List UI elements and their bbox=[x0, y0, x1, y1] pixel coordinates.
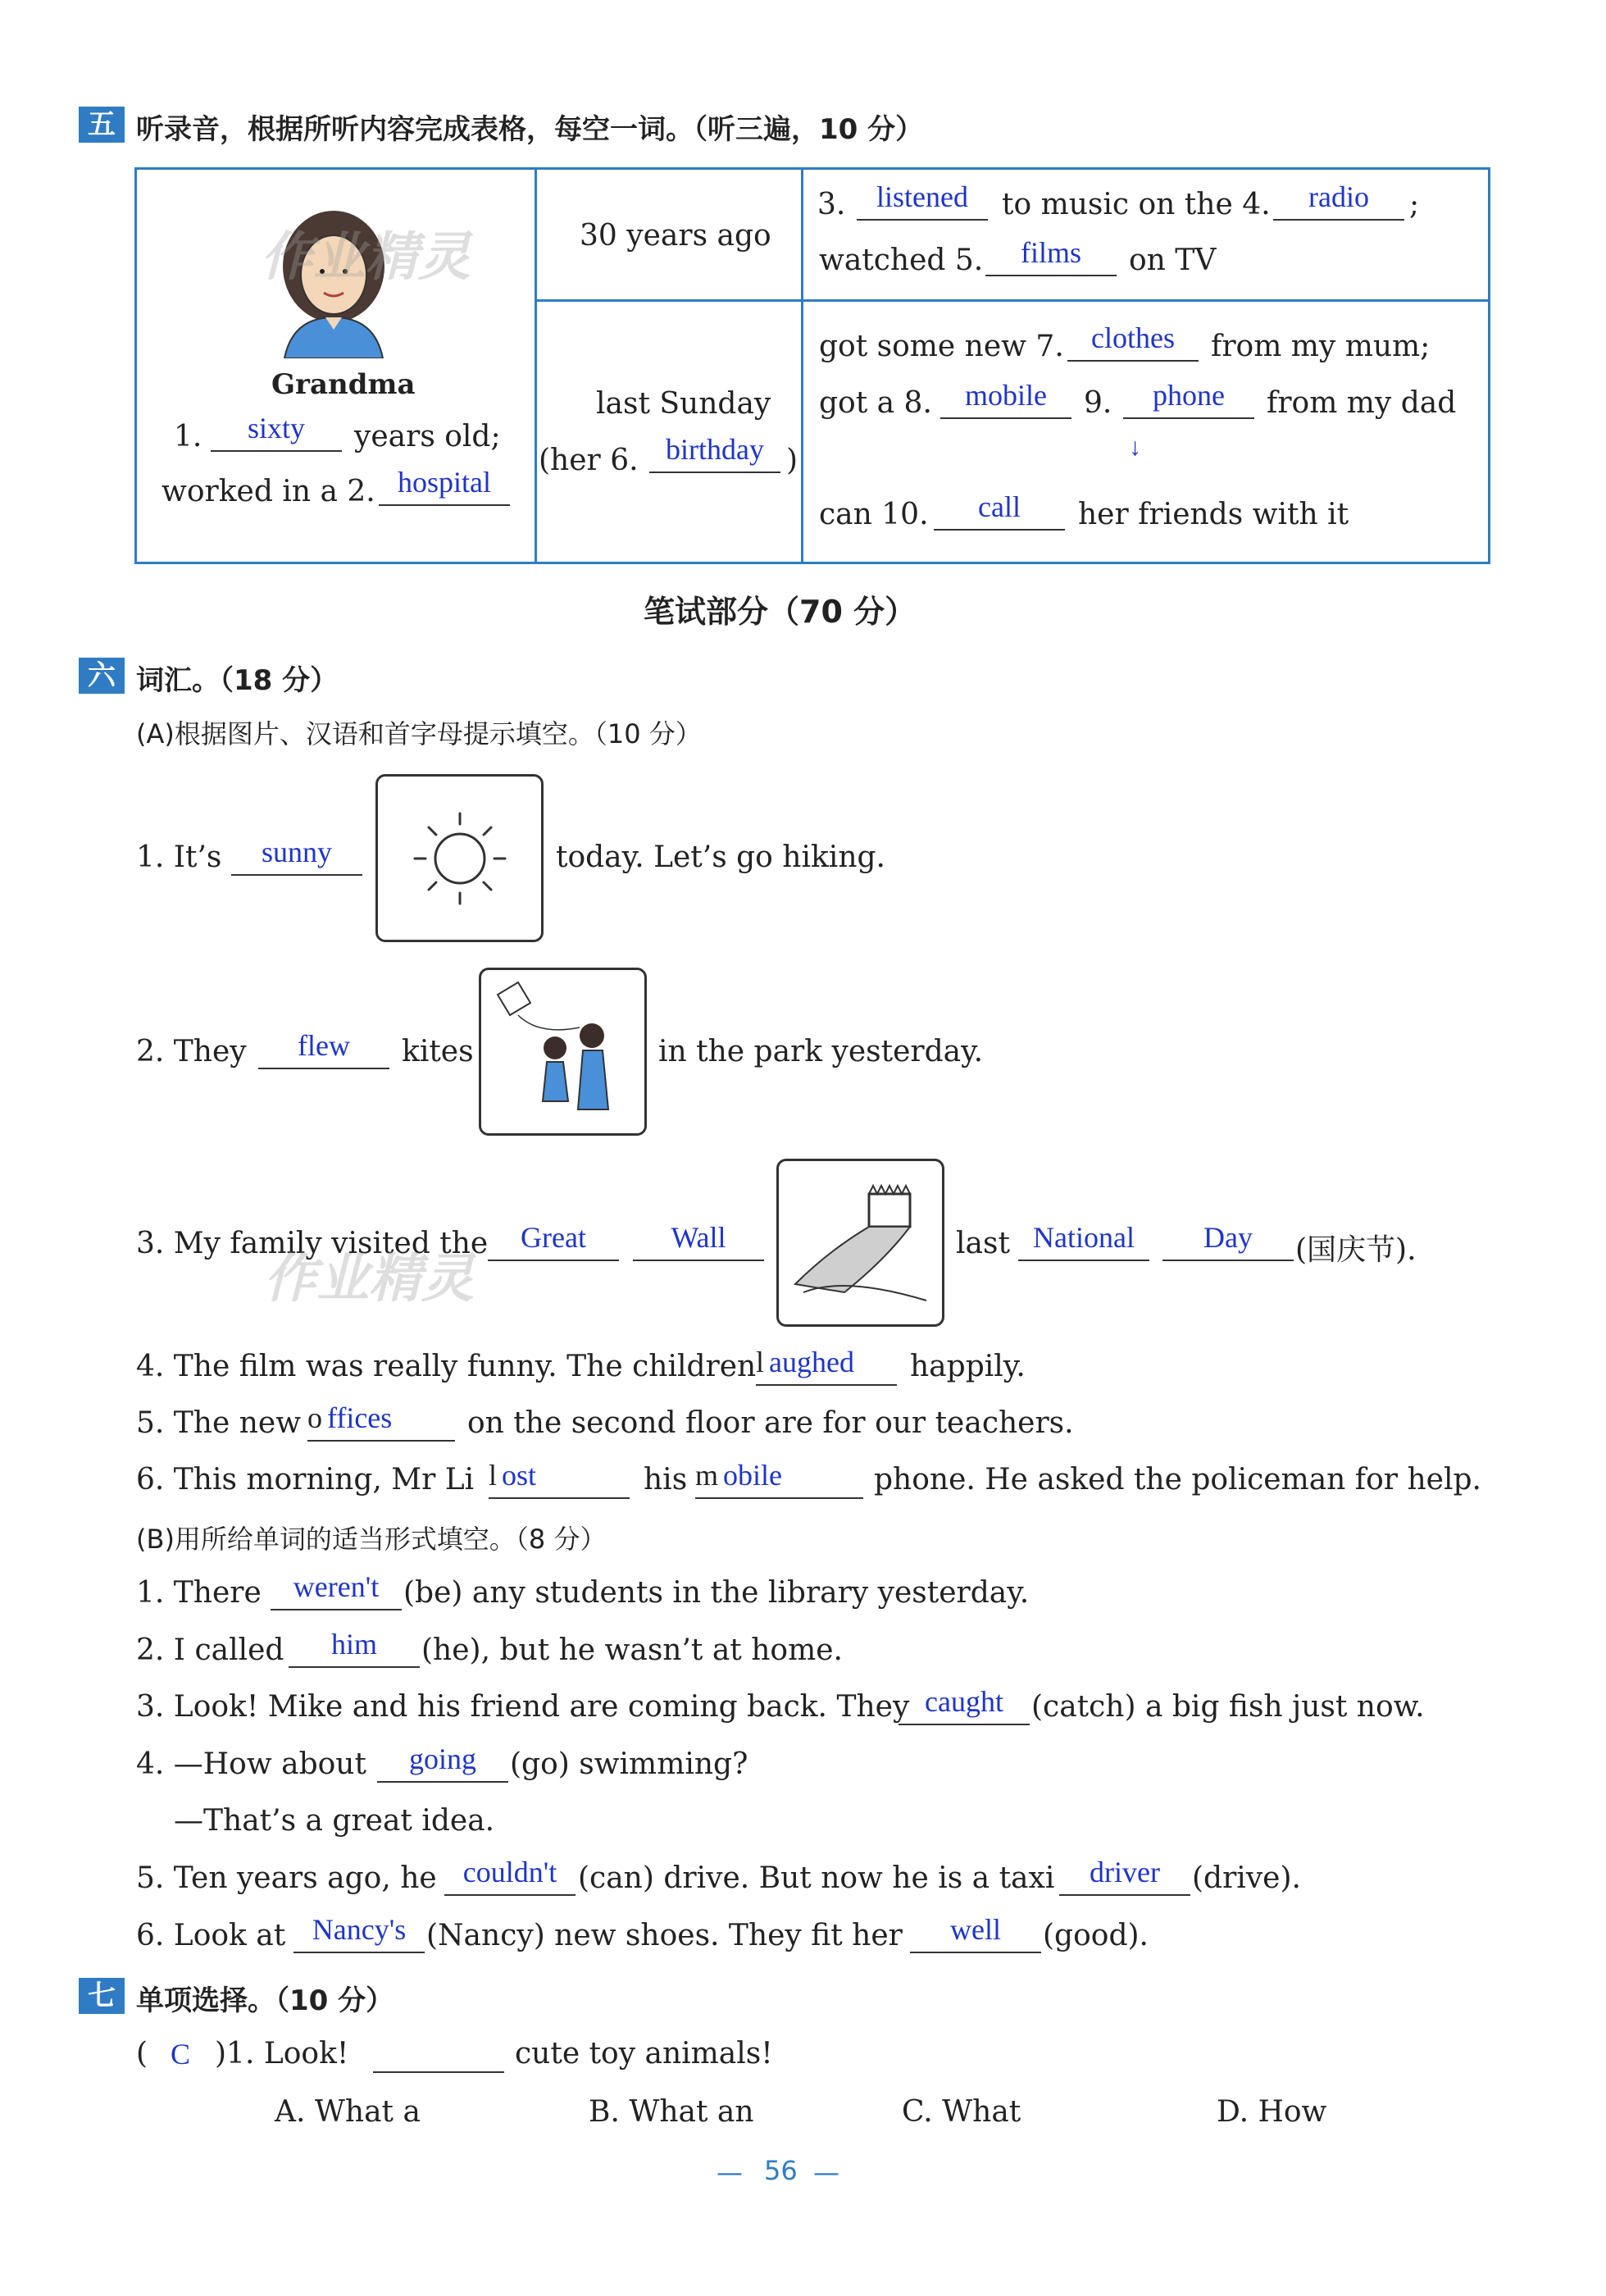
line3-end: ; bbox=[1409, 188, 1420, 221]
mc1-option-c[interactable]: C. What bbox=[902, 2095, 1021, 2129]
answer-9: phone bbox=[1153, 379, 1225, 412]
answer-blank-4[interactable] bbox=[1273, 181, 1404, 221]
line9-after: from my dad bbox=[1267, 386, 1457, 420]
answer-3: listened bbox=[876, 180, 968, 213]
mc1-option-a[interactable]: A. What a bbox=[275, 2095, 421, 2129]
q6-before: 6. This morning, Mr Li bbox=[136, 1463, 475, 1496]
b5-after: (drive). bbox=[1192, 1861, 1301, 1895]
answer-6: birthday bbox=[666, 433, 764, 466]
q1-answer: sunny bbox=[261, 836, 332, 868]
answer-blank-7[interactable] bbox=[1067, 322, 1199, 362]
table-divider-1 bbox=[535, 170, 537, 562]
line9-num: 9. bbox=[1084, 386, 1112, 420]
q4-letter: l bbox=[756, 1346, 765, 1378]
q2-blank[interactable] bbox=[258, 1030, 389, 1069]
section6-title: 词汇。（18 分） bbox=[136, 664, 339, 697]
answer-10: call bbox=[978, 490, 1021, 523]
q3-answer-2: Wall bbox=[671, 1221, 726, 1254]
b1-blank[interactable] bbox=[271, 1571, 402, 1610]
written-part-title: 笔试部分（70 分） bbox=[644, 594, 917, 630]
q3-blank-4[interactable] bbox=[1162, 1222, 1294, 1261]
section5-tag: 五 bbox=[79, 107, 125, 143]
answer-blank-6[interactable] bbox=[649, 434, 780, 473]
answer-blank-9[interactable] bbox=[1123, 380, 1254, 419]
q6-answer-2 bbox=[695, 1458, 863, 1492]
grandma-q1-num: 1. bbox=[174, 420, 202, 453]
sun-picture bbox=[375, 774, 544, 942]
mc1-blank bbox=[373, 2034, 504, 2073]
line3-middle: to music on the 4. bbox=[1002, 188, 1271, 221]
q6-after: phone. He asked the policeman for help. bbox=[874, 1463, 1481, 1496]
grandma-q1-after: years old; bbox=[354, 420, 501, 453]
answer-blank-3[interactable] bbox=[857, 181, 988, 221]
watermark-top: 作业精灵 bbox=[261, 227, 471, 288]
q4-answer bbox=[756, 1345, 897, 1379]
great-wall-picture bbox=[776, 1159, 944, 1327]
page-number-right-dash: — bbox=[813, 2157, 839, 2188]
q3-answer-4: Day bbox=[1203, 1221, 1253, 1254]
q6-mid: his bbox=[644, 1463, 688, 1496]
part-a-instruction: (A)根据图片、汉语和首字母提示填空。（10 分） bbox=[136, 718, 702, 749]
q6-blank-1[interactable] bbox=[489, 1460, 630, 1499]
section5-title: 听录音，根据所听内容完成表格，每空一词。（听三遍，10 分） bbox=[136, 113, 924, 146]
q1-before: 1. It’s bbox=[136, 840, 222, 874]
q5-answer bbox=[307, 1401, 455, 1435]
q2-after: in the park yesterday. bbox=[658, 1035, 984, 1068]
b5-blank-2[interactable] bbox=[1059, 1856, 1190, 1896]
answer-4: radio bbox=[1308, 180, 1369, 213]
mc1-option-d[interactable]: D. How bbox=[1217, 2095, 1327, 2129]
b1-answer: weren't bbox=[293, 1570, 380, 1603]
her-6-close: ) bbox=[786, 444, 798, 477]
table-divider-2 bbox=[801, 170, 803, 562]
mc1-question: )1. Look! bbox=[215, 2037, 349, 2070]
kids-flying-kite-icon bbox=[481, 970, 645, 1134]
line8-before: got a 8. bbox=[819, 386, 932, 420]
b6-answer-2: well bbox=[950, 1913, 1001, 1946]
arrow-down-icon: ↓ bbox=[1129, 434, 1141, 461]
grandma-label: Grandma bbox=[271, 368, 416, 401]
b3-answer: caught bbox=[925, 1685, 1003, 1718]
page-number: 56 bbox=[764, 2155, 798, 2186]
watermark-middle: 作业精灵 bbox=[264, 1249, 474, 1310]
q6-rest-2: obile bbox=[723, 1459, 782, 1492]
kite-picture bbox=[479, 968, 647, 1136]
table-row-divider bbox=[535, 299, 1488, 302]
q4-blank[interactable] bbox=[756, 1346, 897, 1386]
q3-answer-1: Great bbox=[521, 1221, 586, 1254]
b5-mid: (can) drive. But now he is a taxi bbox=[578, 1861, 1055, 1895]
mc1-open: ( bbox=[136, 2037, 148, 2070]
q3-blank-2[interactable] bbox=[633, 1222, 764, 1261]
her-6-open: (her 6. bbox=[539, 444, 639, 477]
q6-answer-1 bbox=[489, 1458, 630, 1492]
time-30-years-ago: 30 years ago bbox=[580, 219, 771, 253]
b3-before: 3. Look! Mike and his friend are coming back. They bbox=[136, 1690, 910, 1724]
q5-blank[interactable] bbox=[307, 1402, 455, 1442]
line4-before: watched 5. bbox=[819, 244, 984, 277]
b5-before: 5. Ten years ago, he bbox=[136, 1861, 437, 1895]
b4-answer: going bbox=[408, 1742, 476, 1775]
answer-8: mobile bbox=[965, 379, 1047, 412]
answer-2: hospital bbox=[398, 466, 491, 499]
b2-answer: him bbox=[330, 1628, 377, 1660]
b3-blank[interactable] bbox=[899, 1686, 1030, 1725]
b4-blank[interactable] bbox=[377, 1743, 508, 1783]
answer-blank-1[interactable] bbox=[211, 412, 342, 452]
great-wall-icon bbox=[779, 1161, 943, 1325]
q3-answer-3: National bbox=[1033, 1221, 1135, 1254]
q2-before: 2. They bbox=[136, 1035, 247, 1068]
line3-num: 3. bbox=[817, 188, 846, 221]
line7-before: got some new 7. bbox=[819, 330, 1064, 363]
b6-blank-1[interactable] bbox=[293, 1914, 425, 1953]
q3-after: (国庆节). bbox=[1295, 1233, 1417, 1267]
b6-after: (good). bbox=[1043, 1919, 1149, 1952]
q5-letter: o bbox=[307, 1401, 322, 1434]
q3-blank-3[interactable] bbox=[1018, 1222, 1149, 1261]
mc1-option-b[interactable]: B. What an bbox=[589, 2095, 754, 2129]
q4-before: 4. The film was really funny. The children bbox=[136, 1350, 757, 1383]
q2-mid: kites bbox=[402, 1035, 474, 1068]
q6-letter-2: m bbox=[695, 1459, 719, 1492]
answer-blank-2[interactable] bbox=[379, 467, 510, 506]
b2-before: 2. I called bbox=[136, 1633, 284, 1667]
mc1-after: cute toy animals! bbox=[515, 2037, 773, 2070]
b2-blank[interactable] bbox=[289, 1629, 420, 1668]
q6-rest-1: ost bbox=[502, 1459, 537, 1492]
section7-title: 单项选择。（10 分） bbox=[136, 1984, 394, 2017]
b4-after: (go) swimming? bbox=[510, 1747, 748, 1781]
b6-blank-2[interactable] bbox=[910, 1914, 1041, 1953]
q5-after: on the second floor are for our teachers. bbox=[467, 1406, 1074, 1440]
answer-blank-8[interactable] bbox=[940, 380, 1071, 419]
answer-5: films bbox=[1020, 236, 1081, 269]
q6-letter-1: l bbox=[489, 1459, 498, 1492]
section6-tag: 六 bbox=[79, 658, 125, 694]
b4-before: 4. —How about bbox=[136, 1747, 366, 1781]
q2-answer: flew bbox=[298, 1029, 350, 1062]
answer-1: sixty bbox=[247, 412, 305, 444]
sun-icon bbox=[378, 777, 542, 941]
line7-after: from my mum; bbox=[1211, 330, 1431, 363]
b1-after: (be) any students in the library yesterday. bbox=[403, 1576, 1030, 1610]
q3-blank-1[interactable] bbox=[488, 1222, 619, 1261]
grandma-q2-before: worked in a 2. bbox=[162, 475, 375, 508]
q5-before: 5. The new bbox=[136, 1406, 302, 1440]
b6-answer-1: Nancy's bbox=[312, 1913, 407, 1946]
q3-before: 3. My family visited the bbox=[136, 1227, 489, 1260]
b5-answer-2: driver bbox=[1090, 1856, 1160, 1888]
b1-before: 1. There bbox=[136, 1576, 262, 1610]
q5-rest: ffices bbox=[327, 1401, 393, 1434]
answer-blank-5[interactable] bbox=[985, 237, 1117, 276]
section7-tag: 七 bbox=[79, 1978, 125, 2014]
answer-7: clothes bbox=[1091, 321, 1175, 354]
time-last-sunday: last Sunday bbox=[596, 387, 771, 421]
mc1-answer[interactable]: C bbox=[171, 2038, 191, 2070]
page-number-left-dash: — bbox=[717, 2157, 743, 2188]
q1-blank[interactable] bbox=[231, 836, 362, 876]
q1-after: today. Let’s go hiking. bbox=[556, 840, 885, 874]
b3-after: (catch) a big fish just now. bbox=[1031, 1690, 1425, 1724]
b4-reply: —That’s a great idea. bbox=[174, 1804, 495, 1838]
b5-answer-1: couldn't bbox=[462, 1856, 557, 1888]
answer-blank-10[interactable] bbox=[934, 491, 1065, 531]
b2-after: (he), but he wasn’t at home. bbox=[421, 1633, 843, 1667]
q4-rest: aughed bbox=[769, 1346, 854, 1378]
line4-after: on TV bbox=[1129, 244, 1217, 277]
part-b-instruction: (B)用所给单词的适当形式填空。（8 分） bbox=[136, 1524, 607, 1555]
q6-blank-2[interactable] bbox=[695, 1460, 863, 1499]
b5-blank-1[interactable] bbox=[444, 1856, 576, 1896]
b6-mid: (Nancy) new shoes. They fit her bbox=[426, 1919, 903, 1952]
b6-before: 6. Look at bbox=[136, 1919, 286, 1952]
q4-after: happily. bbox=[910, 1350, 1026, 1383]
line10-before: can 10. bbox=[819, 498, 929, 531]
line10-after: her friends with it bbox=[1078, 498, 1349, 531]
q3-mid: last bbox=[956, 1227, 1010, 1260]
